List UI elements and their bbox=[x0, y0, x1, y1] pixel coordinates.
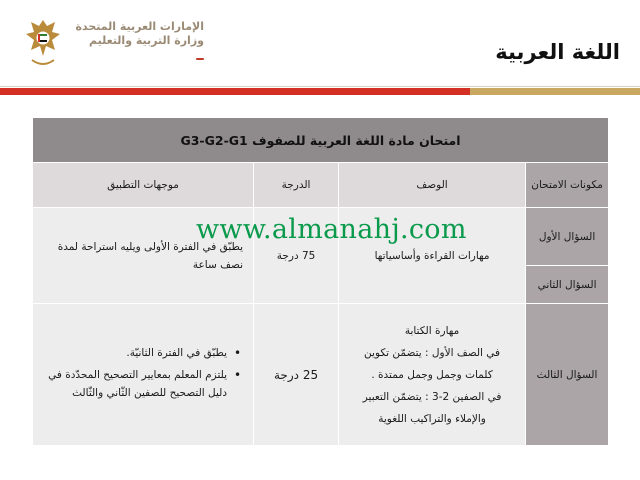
component-q1: السؤال الأول bbox=[526, 208, 609, 266]
uae-emblem-icon bbox=[22, 16, 64, 72]
gold-stripe bbox=[470, 88, 640, 95]
exam-table bbox=[32, 117, 609, 446]
description-writing-line: والإملاء والتراكيب اللغوية bbox=[378, 412, 486, 425]
divider-line bbox=[0, 86, 640, 87]
table-row bbox=[33, 304, 609, 446]
description-writing-line: في الصف الأول : يتضمّن تكوين bbox=[364, 346, 501, 359]
ministry-line-2: وزارة التربية والتعليم bbox=[89, 34, 204, 47]
component-q3: السؤال الثالث bbox=[526, 304, 609, 446]
score-writing: 25 درجة bbox=[254, 304, 339, 446]
table-title: امتحان مادة اللغة العربية للصفوف G3-G2-G1 bbox=[33, 118, 609, 163]
description-writing-line: مهارة الكتابة bbox=[404, 324, 460, 337]
description-writing-line: كلمات وجمل وجمل ممتدة . bbox=[371, 368, 493, 381]
column-header-row bbox=[33, 163, 609, 208]
guidance-item: • يلتزم المعلم بمعايير التصحيح المحدّدة في دليل التصحيح للصفين الثّاني والثّالث bbox=[43, 366, 227, 402]
red-stripe bbox=[0, 88, 470, 95]
column-header-description: الوصف bbox=[339, 163, 526, 208]
component-q2: السؤال الثاني bbox=[526, 266, 609, 304]
column-header-guidance: موجهات التطبيق bbox=[33, 163, 254, 208]
ministry-badge bbox=[196, 58, 204, 60]
guidance-item: • يطبّق في الفترة الثانيّة. bbox=[43, 344, 227, 362]
table-row bbox=[33, 208, 609, 266]
guidance-reading: يطبّق في الفترة الأولى ويليه استراحة لمدة نصف ساعة bbox=[33, 208, 254, 304]
column-header-score: الدرجة bbox=[254, 163, 339, 208]
column-header-components: مكونات الامتحان bbox=[526, 163, 609, 208]
score-reading: 75 درجة bbox=[254, 208, 339, 304]
description-reading: مهارات القراءة وأساسياتها bbox=[339, 208, 526, 304]
header-color-bar bbox=[0, 86, 640, 95]
ministry-logo-text bbox=[64, 20, 204, 62]
page-title: اللغة العربية bbox=[495, 40, 620, 64]
guidance-list bbox=[43, 344, 243, 402]
description-writing-line: في الصفين 2-3 : يتضمّن التعبير bbox=[362, 390, 502, 403]
watermark: www.almanahj.com bbox=[196, 214, 467, 245]
guidance-writing bbox=[33, 304, 254, 446]
table-title-row bbox=[33, 118, 609, 163]
ministry-line-1: الإمارات العربية المتحدة bbox=[75, 20, 204, 33]
description-writing bbox=[339, 304, 526, 446]
